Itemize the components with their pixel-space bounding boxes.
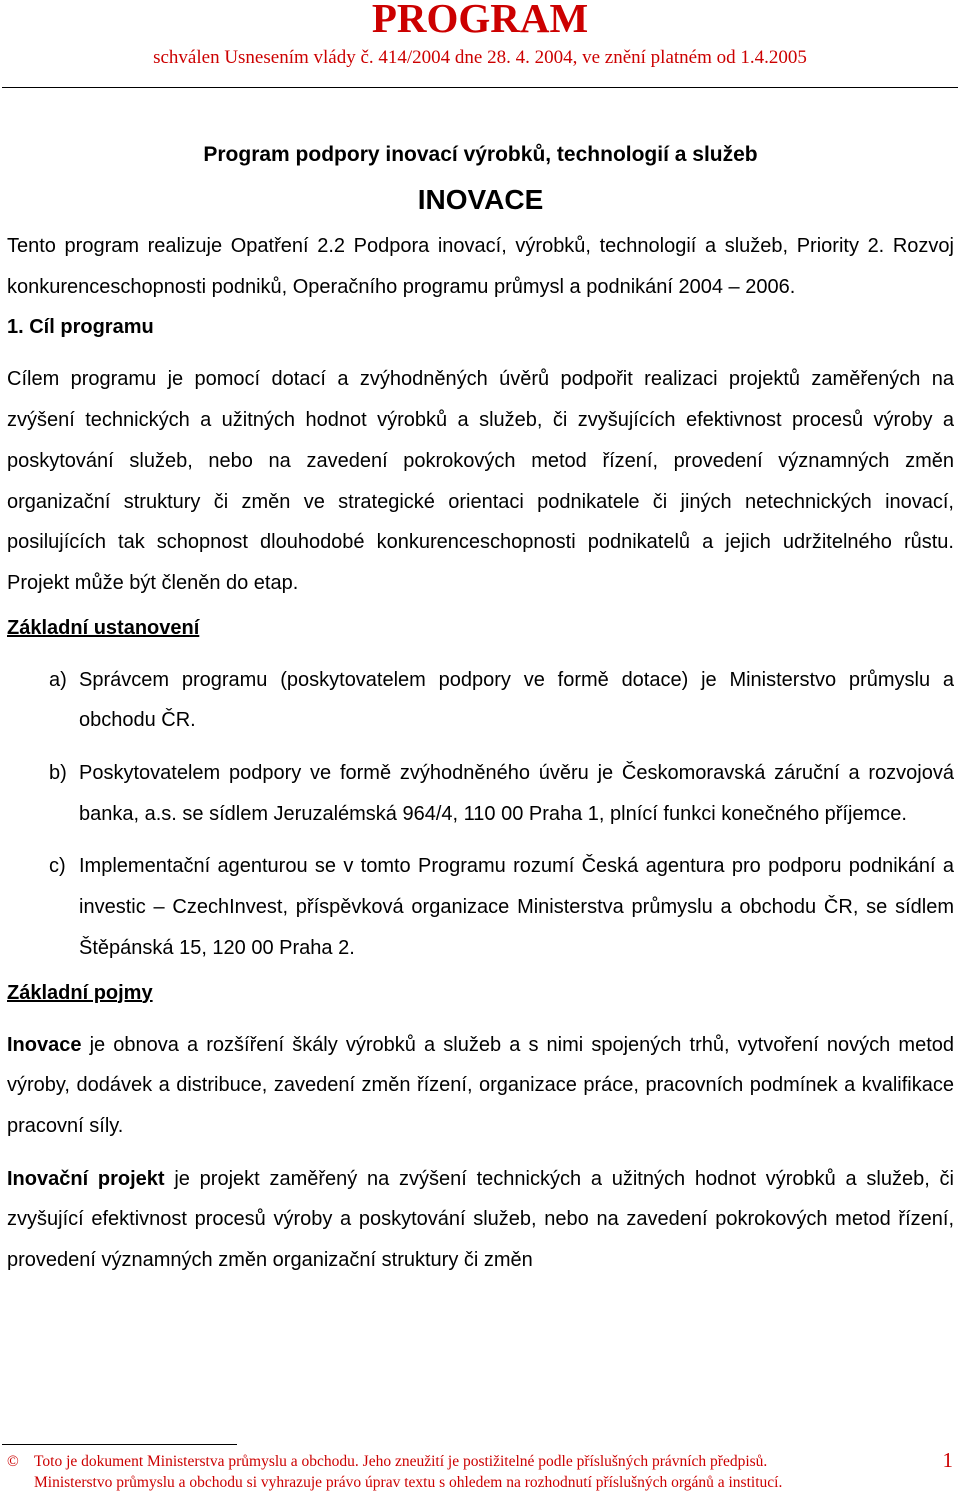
list-item-label: b) bbox=[49, 762, 67, 785]
list-item-text: Implementační agenturou se v tomto Programu rozumí Česká agentura pro podporu podnikání a investic – CzechInvest, příspěvková organizace Ministerstva průmyslu a obchodu ČR, se sídlem Štěpánská 15, 120 00 Praha 2. bbox=[79, 855, 954, 959]
list-item bbox=[7, 660, 954, 741]
header-divider bbox=[2, 87, 958, 88]
header-title: PROGRAM bbox=[371, 0, 589, 41]
list-item-text: Správcem programu (poskytovatelem podpory ve formě dotace) je Ministerstvo průmyslu a obchodu ČR. bbox=[79, 668, 954, 732]
section-heading-goal: 1. Cíl programu bbox=[7, 316, 154, 339]
list-item-label: a) bbox=[49, 668, 67, 691]
section-heading-terms: Základní pojmy bbox=[7, 981, 153, 1004]
list-item-label: c) bbox=[49, 855, 66, 878]
copyright-icon: © bbox=[7, 1453, 19, 1470]
document-title: Program podpory inovací výrobků, technologií a služeb bbox=[203, 143, 758, 166]
section-heading-provisions: Základní ustanovení bbox=[7, 616, 200, 639]
definition-inovace-text: je obnova a rozšíření škály výrobků a služeb a s nimi spojených trhů, vytvoření nových metod výroby, dodávek a distribuce, zavedení změn řízení, organizace práce, pracovních podmínek a kvalifikace pracovní síly. bbox=[7, 1033, 954, 1137]
term-inovace: Inovace bbox=[7, 1033, 82, 1056]
definition-inovace bbox=[7, 1025, 954, 1147]
term-inovacni-projekt: Inovační projekt bbox=[7, 1167, 165, 1190]
footer-divider bbox=[2, 1444, 237, 1445]
list-item bbox=[7, 846, 954, 968]
definition-projekt bbox=[7, 1159, 954, 1281]
footer-notice-line2: Ministerstvo průmyslu a obchodu si vyhrazuje právo úprav textu s ohledem na rozhodnutí příslušných orgánů a institucí. bbox=[34, 1474, 783, 1491]
document-body bbox=[7, 138, 954, 1281]
footer-notice-line1: Toto je dokument Ministerstva průmyslu a obchodu. Jeho zneužití je postižitelné podle příslušných právních předpisů. bbox=[34, 1453, 768, 1470]
list-item bbox=[7, 753, 954, 834]
definition-projekt-text: je projekt zaměřený na zvýšení technických a užitných hodnot výrobků a služeb, či zvyšující efektivnost procesů výroby a poskytování služeb, nebo na zavedení pokrokových metod řízení, provedení významných změn organizační struktury či změn bbox=[7, 1167, 954, 1272]
intro-paragraph: Tento program realizuje Opatření 2.2 Podpora inovací, výrobků, technologií a služeb, Priority 2. Rozvoj konkurenceschopnosti podniků, Operačního programu průmysl a podnikání 2004 – 2006. bbox=[7, 235, 954, 298]
list-item-text: Poskytovatelem podpory ve formě zvýhodněného úvěru je Českomoravská záruční a rozvojová banka, a.s. se sídlem Jeruzalémská 964/4, 110 00 Praha 1, plnící funkci konečného příjemce. bbox=[79, 762, 954, 825]
header-subtitle: schválen Usnesením vlády č. 414/2004 dne 28. 4. 2004, ve znění platném od 1.4.2005 bbox=[153, 47, 807, 68]
document-subtitle: INOVACE bbox=[417, 184, 544, 215]
page-header bbox=[0, 0, 960, 69]
goal-paragraph: Cílem programu je pomocí dotací a zvýhodněných úvěrů podpořit realizaci projektů zaměřených na zvýšení technických a užitných hodnot výrobků a služeb, či zvyšujících efektivnost procesů výroby a poskytování služeb, nebo na zavedení pokrokových metod řízení, provedení významných změn organizační struktury či změn ve strategické orientaci podnikatele či jiných netechnických inovací, posilujících tak schopnost dlouhodobé konkurenceschopnosti podnikatelů a jejich udržitelného růstu. Projekt může být členěn do etap. bbox=[7, 368, 954, 594]
page-number: 1 bbox=[942, 1448, 953, 1472]
